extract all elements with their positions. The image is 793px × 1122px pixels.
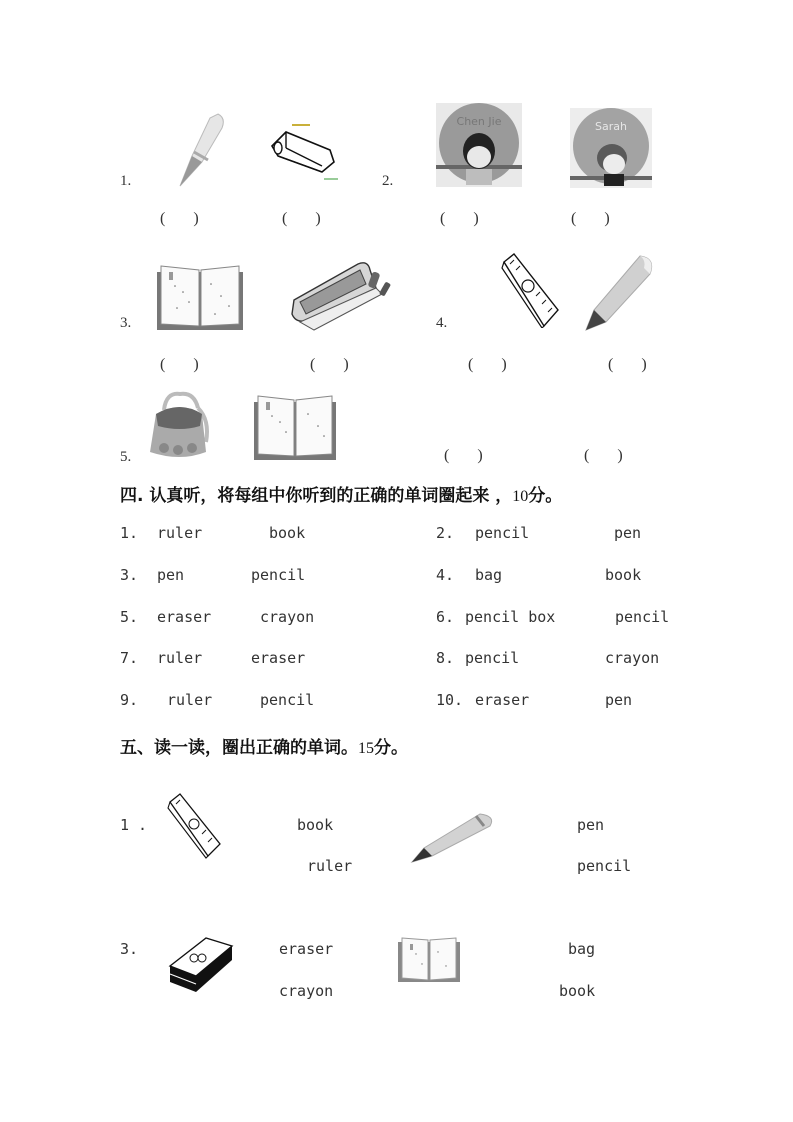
chen-jie-badge: [436, 103, 522, 187]
sarah-badge: [570, 108, 652, 188]
word-option[interactable]: pen: [577, 816, 605, 834]
section-4-title: 四. 认真听，将每组中你听到的正确的单词圈起来 ，: [120, 486, 513, 506]
ruler-picture: [500, 252, 560, 328]
row-number: 6.: [436, 608, 455, 626]
section-5-points: 15: [358, 740, 374, 757]
word-option[interactable]: book: [269, 524, 306, 542]
row-number: 7.: [120, 649, 139, 667]
word-option[interactable]: crayon: [605, 649, 660, 667]
row-number: 10.: [436, 691, 464, 709]
section-4-heading: [120, 481, 562, 506]
svg-text:Sarah: Sarah: [595, 120, 627, 133]
points-suffix: 分。: [528, 486, 563, 506]
word-option[interactable]: pen: [157, 566, 185, 584]
word-option[interactable]: bag: [475, 566, 503, 584]
item-number: 5.: [120, 449, 132, 465]
row-number: 3.: [120, 566, 139, 584]
item-number: 2.: [382, 173, 394, 189]
eraser-picture: [166, 936, 234, 996]
row-number: 8.: [436, 649, 455, 667]
word-option[interactable]: ruler: [157, 524, 203, 542]
item-number: 3.: [120, 940, 139, 958]
book-picture: [398, 936, 460, 984]
book-picture: [155, 262, 245, 332]
word-option[interactable]: eraser: [251, 649, 306, 667]
answer-blank[interactable]: ( ): [310, 356, 349, 373]
row-number: 2.: [436, 524, 455, 542]
word-option[interactable]: pencil: [577, 857, 632, 875]
pencil-box-picture: [286, 258, 392, 332]
word-option[interactable]: ruler: [167, 691, 213, 709]
section-5-title: 五、读一读，圈出正确的单词。: [120, 738, 358, 758]
item-number: 1.: [120, 173, 132, 189]
answer-blank[interactable]: ( ): [160, 356, 199, 373]
section-4-points: 10: [512, 488, 529, 505]
word-option[interactable]: crayon: [260, 608, 315, 626]
row-number: 5.: [120, 608, 139, 626]
word-option[interactable]: ruler: [307, 857, 353, 875]
pen-picture: [172, 110, 228, 190]
answer-blank[interactable]: ( ): [468, 356, 507, 373]
word-option[interactable]: pencil: [260, 691, 315, 709]
word-option[interactable]: eraser: [475, 691, 530, 709]
word-option[interactable]: pencil: [475, 524, 530, 542]
pencil-picture: [410, 810, 496, 864]
answer-blank[interactable]: ( ): [584, 447, 623, 464]
answer-blank[interactable]: ( ): [160, 210, 199, 227]
bag-picture: [146, 390, 214, 462]
svg-text:Chen Jie: Chen Jie: [456, 115, 502, 128]
row-number: 4.: [436, 566, 455, 584]
word-option[interactable]: book: [297, 816, 334, 834]
section-5-heading: [120, 733, 408, 758]
word-option[interactable]: pencil box: [465, 608, 556, 626]
answer-blank[interactable]: ( ): [440, 210, 479, 227]
word-option[interactable]: bag: [568, 940, 596, 958]
answer-blank[interactable]: ( ): [571, 210, 610, 227]
answer-blank[interactable]: ( ): [282, 210, 321, 227]
answer-blank[interactable]: ( ): [608, 356, 647, 373]
pencil-picture: [584, 252, 658, 332]
word-option[interactable]: book: [559, 982, 596, 1000]
word-option[interactable]: pencil: [251, 566, 306, 584]
answer-blank[interactable]: ( ): [444, 447, 483, 464]
word-option[interactable]: pencil: [615, 608, 670, 626]
row-number: 9.: [120, 691, 139, 709]
word-option[interactable]: crayon: [279, 982, 334, 1000]
word-option[interactable]: book: [605, 566, 642, 584]
item-number: 3.: [120, 315, 132, 331]
book-picture: [252, 392, 338, 462]
word-option[interactable]: eraser: [157, 608, 212, 626]
points-suffix: 分。: [374, 738, 408, 758]
word-option[interactable]: ruler: [157, 649, 203, 667]
word-option[interactable]: pencil: [465, 649, 520, 667]
word-option[interactable]: pen: [605, 691, 633, 709]
row-number: 1.: [120, 524, 139, 542]
item-number: 1 .: [120, 816, 148, 834]
word-option[interactable]: eraser: [279, 940, 334, 958]
ruler-picture: [166, 792, 222, 860]
item-number: 4.: [436, 315, 448, 331]
eraser-picture: [268, 122, 340, 186]
word-option[interactable]: pen: [614, 524, 642, 542]
